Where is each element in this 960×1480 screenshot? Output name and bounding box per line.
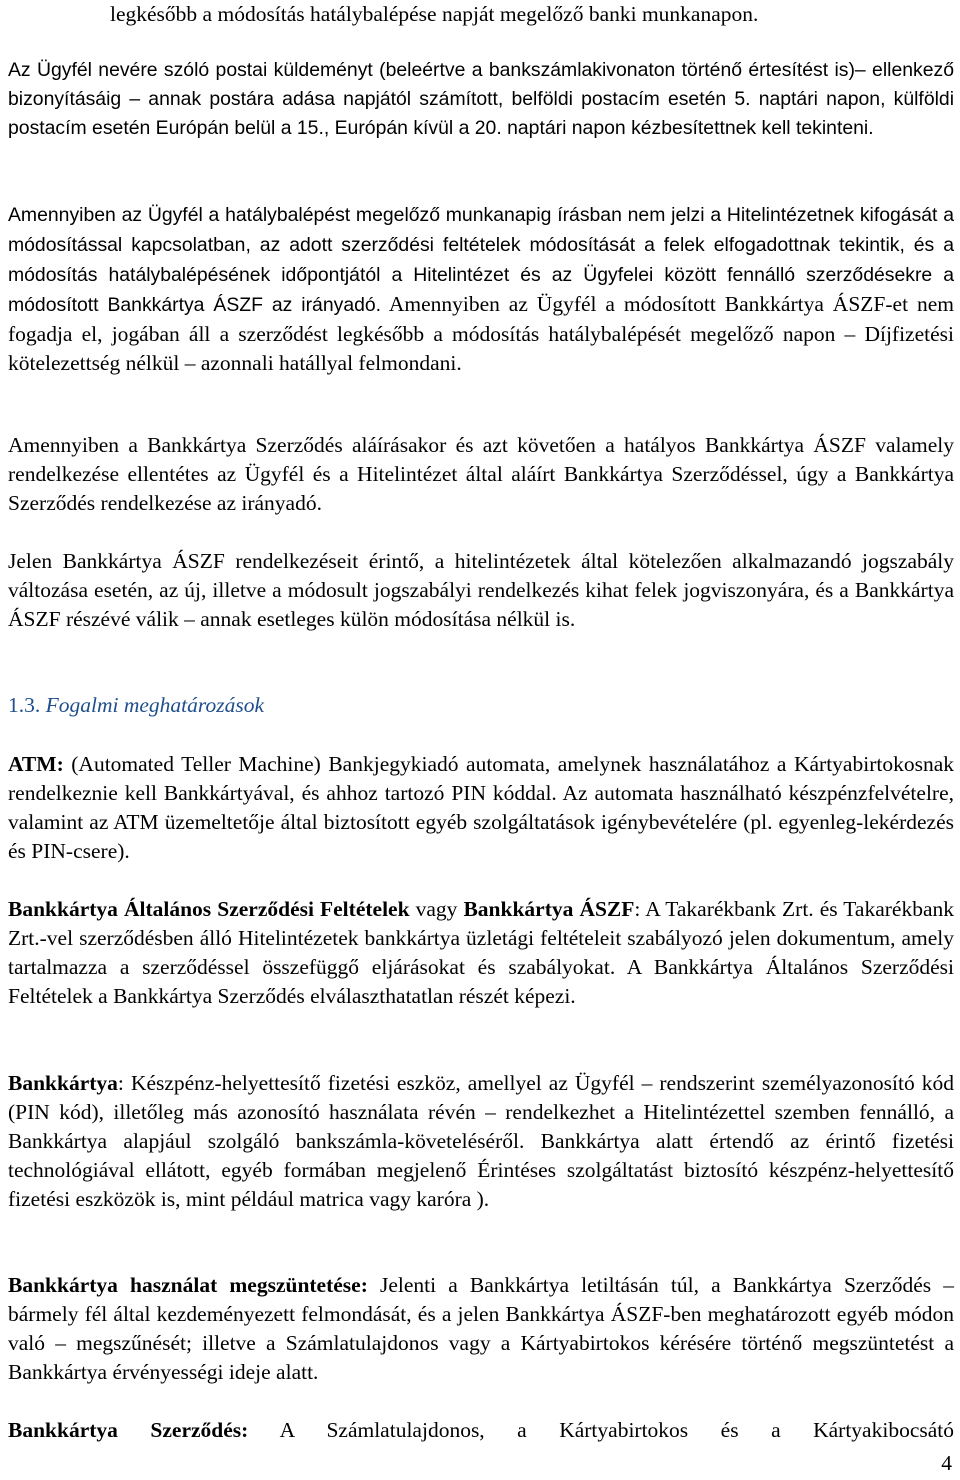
- definition-bank-card: [8, 1069, 954, 1214]
- term-termination: Bankkártya használat megszüntetése:: [8, 1273, 368, 1297]
- term-aszf-short: Bankkártya ÁSZF: [463, 897, 635, 921]
- section-number: 1.3.: [8, 693, 41, 717]
- top-line: legkésőbb a módosítás hatálybalépése napját megelőző banki munkanapon.: [110, 2, 759, 26]
- paragraph-conflict: Amennyiben a Bankkártya Szerződés aláírásakor és azt követően a hatályos Bankkártya ÁSZF valamely rendelkezése ellentétes az Ügyfél és a Hitelintézet által aláírt Bankkártya Szerződéssel, úgy a Bankkártya Szerződés rendelkezése az irányadó.: [8, 433, 954, 515]
- acceptance-serif-text: Amennyiben az Ügyfél a módosított Bankkártya ÁSZF-et nem fogadja el, jogában áll a szerződést legkésőbb a módosítás hatálybalépését megelőző napon – Díjfizetési kötelezettség nélkül – azonnali hatállyal felmondani.: [8, 292, 954, 375]
- page-number: 4: [941, 1451, 952, 1475]
- definition-aszf-connector: vagy: [409, 897, 464, 921]
- definition-atm-text: (Automated Teller Machine) Bankjegykiadó automata, amelynek használatához a Kártyabirtokosnak rendelkeznie kell Bankkártyával, és ahhoz tartozó PIN kóddal. Az automata használható készpénzfelvételre, valamint az ATM üzemeltetője által biztosított egyéb szolgáltatások igénybevételére (pl. egyenleg-lekérdezés és PIN-csere).: [8, 752, 954, 863]
- paragraph-law-change: Jelen Bankkártya ÁSZF rendelkezéseit érintő, a hitelintézetek által kötelezően alkalmazandó jogszabály változása esetén, az új, illetve a módosult jogszabályi rendelkezés kihat felek jogviszonyára, és a Bankkártya ÁSZF részévé válik – annak esetleges külön módosítása nélkül is.: [8, 549, 954, 631]
- term-bank-card: Bankkártya: [8, 1071, 118, 1095]
- definition-termination: [8, 1271, 954, 1387]
- paragraph-postal-delivery: Az Ügyfél nevére szóló postai küldeményt (beleértve a bankszámlakivonaton történő értesítést is)– ellenkező bizonyításáig – annak postára adása napjától számított, belföldi postacím esetén 5. naptári napon, külföldi postacím esetén Európán belül a 15., Európán kívül a 20. naptári napon kézbesítettnek kell tekinteni.: [8, 59, 954, 139]
- definition-contract-text: A Számlatulajdonos, a Kártyabirtokos és a Kártyakibocsátó: [248, 1418, 954, 1442]
- definition-contract: [8, 1416, 954, 1445]
- section-title: Fogalmi meghatározások: [45, 693, 264, 717]
- definition-bank-card-text: : Készpénz-helyettesítő fizetési eszköz, amellyel az Ügyfél – rendszerint személyazonosító kód (PIN kód), illetőleg más azonosító használata révén – rendelkezhet a Hitelintézettel szemben fennálló, a Bankkártya alapjául szolgáló bankszámla-követeléséről. Bankkártya alatt értendő az érintő fizetési technológiával ellátott, egyéb formában megjelenő Érintéses szolgáltatást biztosító készpénz-helyettesítő fizetési eszközök is, mint például matrica vagy karóra ).: [8, 1071, 954, 1211]
- paragraph-acceptance: [8, 200, 954, 378]
- section-heading: [8, 691, 954, 720]
- acceptance-sans-text: Amennyiben az Ügyfél a hatálybalépést megelőző munkanapig írásban nem jelzi a Hitelintézetnek kifogását a módosítással kapcsolatban, az adott szerződési feltételek módosítását a felek elfogadottnak tekintik, és a módosítás hatálybalépésének időpontjától a Hitelintézet és az Ügyfelei között fennálló szerződésekre a módosított Bankkártya ÁSZF az irányadó.: [8, 204, 954, 316]
- definition-aszf: [8, 895, 954, 1011]
- definition-termination-text: Jelenti a Bankkártya letiltásán túl, a Bankkártya Szerződés – bármely fél által kezdeményezett felmondását, és a jelen Bankkártya ÁSZF-ben meghatározott egyéb módon való – megszűnését; illetve a Számlatulajdonos vagy a Kártyabirtokos kérésére történő megszüntetést a Bankkártya érvényességi ideje alatt.: [8, 1273, 954, 1384]
- term-atm: ATM:: [8, 752, 64, 776]
- term-contract: Bankkártya Szerződés:: [8, 1418, 249, 1442]
- definition-atm: [8, 750, 954, 866]
- definition-aszf-text: : A Takarékbank Zrt. és Takarékbank Zrt.-vel szerződésben álló Hitelintézetek bankkártya üzletági feltételeit szabályozó jelen dokumentum, amely tartalmazza a szerződéssel összefüggő eljárásokat és szabályokat. A Bankkártya Általános Szerződési Feltételek a Bankkártya Szerződés elválaszthatatlan részét képezi.: [8, 897, 955, 1008]
- term-aszf-full: Bankkártya Általános Szerződési Feltételek: [8, 897, 410, 921]
